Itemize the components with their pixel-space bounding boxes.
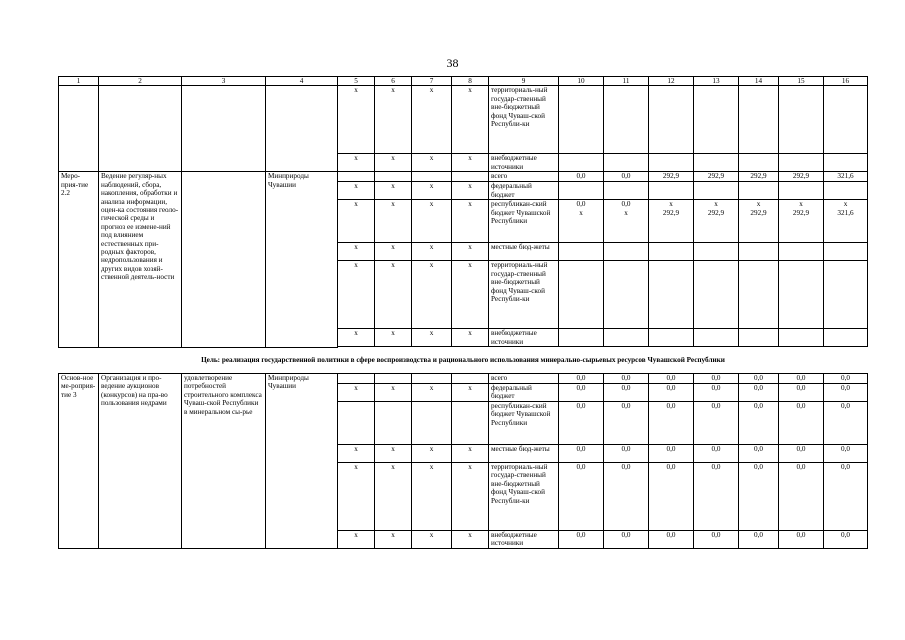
x-cell: x <box>338 154 375 172</box>
value-cell: 0,0 <box>649 373 694 383</box>
value-cell: x 292,9 <box>649 200 694 243</box>
value-cell: 0,0 <box>694 530 739 548</box>
x-cell: x <box>338 530 375 548</box>
col-header: 1 <box>59 77 99 86</box>
value-cell: 0,0 <box>824 530 868 548</box>
value-cell: 0,0 <box>779 530 824 548</box>
x-cell: x <box>412 530 452 548</box>
source-republican: республикан-ский бюджет Чувашской Республики <box>489 401 559 444</box>
x-cell: x <box>412 383 452 401</box>
source-federal: федеральный бюджет <box>489 383 559 401</box>
value-cell: 0,0 <box>739 530 779 548</box>
value-cell: 0,0 <box>824 373 868 383</box>
x-cell: x <box>412 462 452 530</box>
col-header: 9 <box>489 77 559 86</box>
source-republican: республикан-ский бюджет Чувашской Республики <box>489 200 559 243</box>
col-header: 10 <box>559 77 604 86</box>
x-cell: x <box>375 444 412 462</box>
value-cell: 0,0 <box>824 383 868 401</box>
value-cell: 0,0 <box>649 444 694 462</box>
x-cell: x <box>338 200 375 243</box>
empty-cell <box>99 86 182 172</box>
source-total: всего <box>489 373 559 383</box>
value-cell: x 292,9 <box>779 200 824 243</box>
value-cell: 0,0 <box>559 172 604 182</box>
source-extrabudget: внебюджетные источники <box>489 530 559 548</box>
col-header: 3 <box>182 77 266 86</box>
value-cell: x 321,6 <box>824 200 868 243</box>
source-local: местные бюд-жеты <box>489 243 559 261</box>
main-event-name: Организация и про-ведение аукционов (конкурсов) на пра-во пользования недрами <box>99 373 182 549</box>
x-cell: x <box>412 444 452 462</box>
x-cell: x <box>452 86 489 154</box>
value-cell: 0,0 <box>739 444 779 462</box>
value-cell: 0,0 <box>559 530 604 548</box>
value-cell: 0,0 <box>604 383 649 401</box>
x-cell: x <box>338 243 375 261</box>
x-cell: x <box>338 383 375 401</box>
source-territorial: территориаль-ный государ-ственный вне-бюджетный фонд Чуваш-ской Республи-ки <box>489 261 559 329</box>
table-row <box>59 86 868 154</box>
value-cell: 0,0 x <box>559 200 604 243</box>
col-header: 14 <box>739 77 779 86</box>
col-header: 8 <box>452 77 489 86</box>
value-cell: 0,0 <box>649 401 694 444</box>
value-cell: x 292,9 <box>739 200 779 243</box>
value-cell: 0,0 <box>694 444 739 462</box>
x-cell: x <box>375 86 412 154</box>
x-cell: x <box>452 329 489 347</box>
table-row <box>59 373 868 383</box>
value-cell: 0,0 <box>739 462 779 530</box>
value-cell: 0,0 <box>739 383 779 401</box>
x-cell: x <box>338 329 375 347</box>
source-total: всего <box>489 172 559 182</box>
event-name: Ведение регуляр-ных наблюдений, сбора, накопления, обработки и анализа информации, оцен-ка состояния геоло-гической среды и прогноз ее изменe-ний под влиянием естественных при-родных факторов, недропользования и других видов хозяй-ственной деятель-ности <box>99 172 182 348</box>
value-cell: 0,0 <box>739 401 779 444</box>
value-cell: 0,0 <box>694 373 739 383</box>
value-cell: 0,0 <box>779 444 824 462</box>
value-cell: 0,0 <box>649 462 694 530</box>
source-territorial: территориаль-ный государ-ственный вне-бюджетный фонд Чуваш-ской Республи-ки <box>489 462 559 530</box>
x-cell: x <box>375 383 412 401</box>
value-cell: 0,0 <box>604 172 649 182</box>
value-cell: 0,0 <box>824 462 868 530</box>
col-header: 5 <box>338 77 375 86</box>
x-cell: x <box>375 462 412 530</box>
value-cell: 0,0 <box>694 383 739 401</box>
value-cell: 0,0 <box>604 530 649 548</box>
event-executor: Минприроды Чувашии <box>266 172 338 348</box>
main-event-indicator: удовлетворение потребностей строительного комплекса Чуваш-ской Республики в минеральном сы-рье <box>182 373 266 549</box>
value-cell: 0,0 <box>604 373 649 383</box>
col-header: 13 <box>694 77 739 86</box>
value-cell: 0,0 <box>604 444 649 462</box>
value-cell: 0,0 <box>649 530 694 548</box>
value-cell: 0,0 <box>694 401 739 444</box>
x-cell: x <box>375 200 412 243</box>
value-cell: 0,0 <box>604 401 649 444</box>
x-cell: x <box>412 243 452 261</box>
value-cell: 0,0 <box>779 373 824 383</box>
x-cell: x <box>452 261 489 329</box>
value-cell: 0,0 x <box>604 200 649 243</box>
empty-cell <box>266 86 338 172</box>
x-cell: x <box>338 182 375 200</box>
x-cell: x <box>412 261 452 329</box>
x-cell: x <box>375 329 412 347</box>
x-cell: x <box>452 530 489 548</box>
empty-cell <box>182 86 266 172</box>
value-cell: 0,0 <box>779 383 824 401</box>
x-cell: x <box>338 444 375 462</box>
source-extrabudget: внебюджетные источники <box>489 329 559 347</box>
col-header: 12 <box>649 77 694 86</box>
col-header: 2 <box>99 77 182 86</box>
x-cell: x <box>375 530 412 548</box>
empty-cell <box>59 86 99 172</box>
x-cell: x <box>452 444 489 462</box>
x-cell: x <box>452 462 489 530</box>
value-cell: 0,0 <box>604 462 649 530</box>
value-cell: 0,0 <box>779 462 824 530</box>
page-number: 38 <box>446 56 459 70</box>
empty-cell <box>182 172 266 348</box>
goal-row <box>59 347 868 373</box>
source-territorial: территориаль-ный государ-ственный вне-бюджетный фонд Чуваш-ской Республи-ки <box>489 86 559 154</box>
value-cell: 0,0 <box>649 383 694 401</box>
x-cell: x <box>452 154 489 172</box>
x-cell: x <box>375 261 412 329</box>
x-cell: x <box>452 182 489 200</box>
x-cell: x <box>412 86 452 154</box>
col-header: 7 <box>412 77 452 86</box>
value-cell: 0,0 <box>559 444 604 462</box>
value-cell: 0,0 <box>559 373 604 383</box>
main-event-code: Основ-ное ме-роприя-тие 3 <box>59 373 99 549</box>
table-row <box>59 172 868 182</box>
value-cell: 0,0 <box>559 383 604 401</box>
budget-table <box>58 76 868 549</box>
x-cell: x <box>375 154 412 172</box>
x-cell: x <box>375 243 412 261</box>
x-cell: x <box>412 329 452 347</box>
value-cell: x 292,9 <box>694 200 739 243</box>
x-cell: x <box>375 182 412 200</box>
value-cell: 292,9 <box>779 172 824 182</box>
value-cell: 292,9 <box>649 172 694 182</box>
goal-text: Цель: реализация государственной политики в сфере воспроизводства и рационального использования минерально-сырьевых ресурсов Чувашской Республики <box>201 356 725 365</box>
value-cell: 0,0 <box>739 373 779 383</box>
value-cell: 0,0 <box>559 462 604 530</box>
value-cell: 0,0 <box>824 401 868 444</box>
x-cell: x <box>338 261 375 329</box>
x-cell: x <box>452 243 489 261</box>
source-extrabudget: внебюджетные источники <box>489 154 559 172</box>
value-cell: 0,0 <box>694 462 739 530</box>
value-cell: 0,0 <box>559 401 604 444</box>
value-cell: 292,9 <box>694 172 739 182</box>
value-cell: 0,0 <box>779 401 824 444</box>
main-event-executor: Минприроды Чувашии <box>266 373 338 549</box>
col-header: 16 <box>824 77 868 86</box>
x-cell: x <box>412 200 452 243</box>
value-cell: 321,6 <box>824 172 868 182</box>
x-cell: x <box>338 462 375 530</box>
x-cell: x <box>452 200 489 243</box>
x-cell: x <box>412 182 452 200</box>
value-cell: 292,9 <box>739 172 779 182</box>
value-cell: 0,0 <box>824 444 868 462</box>
x-cell: x <box>338 86 375 154</box>
source-federal: федеральный бюджет <box>489 182 559 200</box>
source-local: местные бюд-жеты <box>489 444 559 462</box>
col-header: 6 <box>375 77 412 86</box>
col-header: 11 <box>604 77 649 86</box>
x-cell: x <box>412 154 452 172</box>
event-code: Меро-прия-тие 2.2 <box>59 172 99 348</box>
col-header: 4 <box>266 77 338 86</box>
column-number-row <box>59 77 868 86</box>
col-header: 15 <box>779 77 824 86</box>
x-cell: x <box>452 383 489 401</box>
